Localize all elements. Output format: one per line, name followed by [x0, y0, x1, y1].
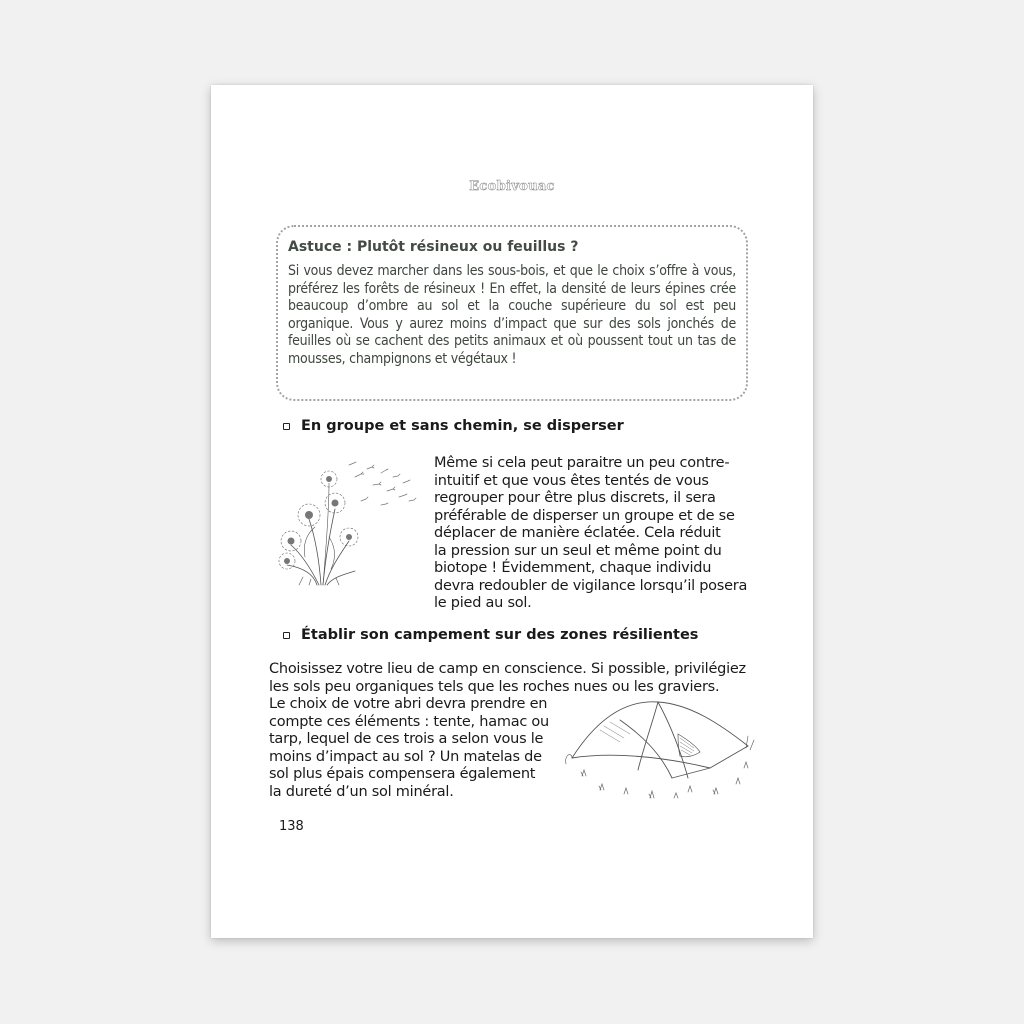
tip-title: Astuce : Plutôt résineux ou feuillus ? [288, 239, 579, 255]
section-paragraph-camp-shelter: Le choix de votre abri devra prendre en compte ces éléments : tente, hamac ou tarp, lequel de ces trois a selon vous le moins d’impact au sol ? Un matelas de sol plus épais compensera également la dureté d’un sol minéral. [269, 696, 549, 800]
page-number: 138 [279, 819, 304, 834]
book-page [211, 85, 813, 938]
section-paragraph-camp-intro: Choisissez votre lieu de camp en conscience. Si possible, privilégiez les sols peu organiques tels que les roches nues ou les graviers. [269, 661, 746, 695]
section-heading-camp [283, 625, 698, 645]
checkbox-bullet-icon [283, 632, 290, 639]
running-head: Ecobivouac [469, 179, 555, 194]
section-paragraph-disperse: Même si cela peut paraitre un peu contre- intuitif et que vous êtes tentés de vous regrouper pour être plus discrets, il sera préférable de disperser un groupe et de se déplacer de manière éclatée. Cela réduit la pression sur un seul et même point du biotope ! Évidemment, chaque individu devra redoubler de vigilance lorsqu’il posera le pied au sol. [434, 455, 748, 611]
section-heading-label: En groupe et sans chemin, se disperser [301, 418, 624, 434]
tip-body: Si vous devez marcher dans les sous-bois, et que le choix s’offre à vous, préférez les forêts de résineux ! En effet, la densité de leurs épines crée beaucoup d’ombre au sol et la couche supérieure du sol est peu organique. Vous y aurez moins d’impact que sur des sols jonchés de feuilles où se cachent des petits animaux et où poussent tout un tas de mousses, champignons et végétaux ! [288, 263, 736, 367]
dandelion-illustration [269, 457, 419, 587]
tip-box [276, 225, 748, 401]
section-heading-label: Établir son campement sur des zones résilientes [301, 627, 699, 643]
tent-illustration [560, 694, 756, 810]
section-heading-disperse [283, 416, 624, 436]
checkbox-bullet-icon [283, 423, 290, 430]
